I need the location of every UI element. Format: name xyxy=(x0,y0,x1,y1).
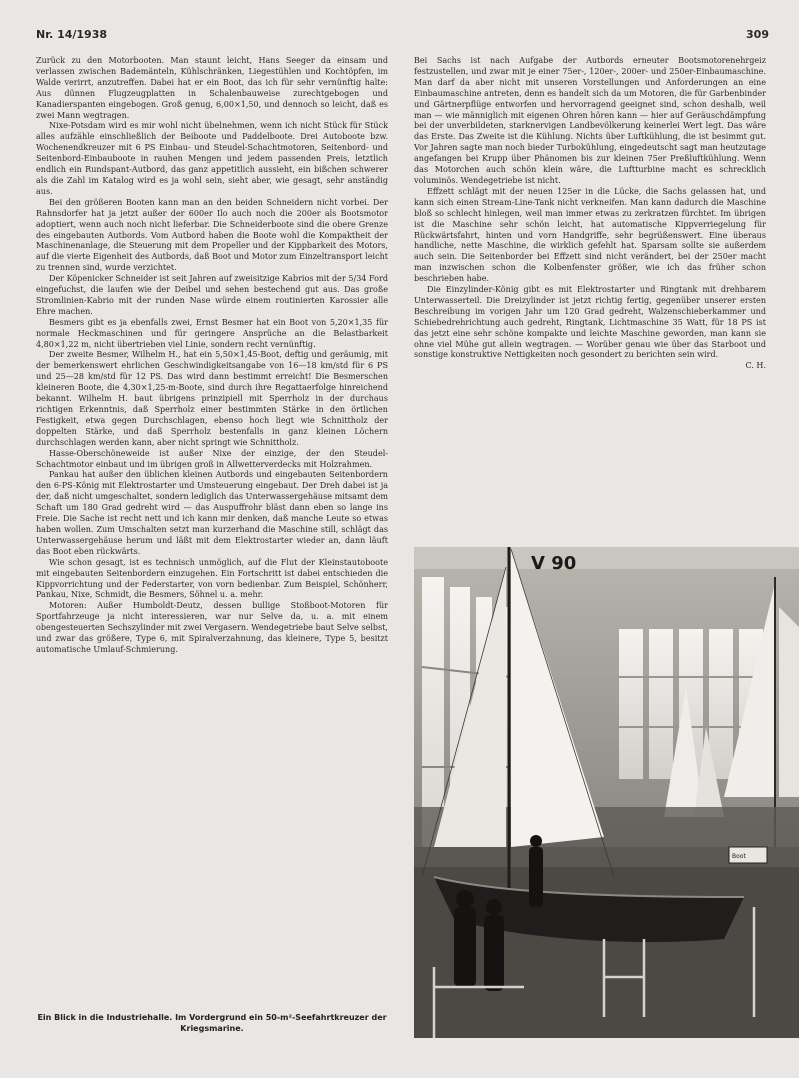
paragraph: Wie schon gesagt, ist es technisch unmöglich, auf die Flut der Kleinstautoboote mit eingebauten Seitenbordern einzugehen. Ein Fortschritt ist dabei entschieden die Kippvorrichtung und der Federstarter, von vorn bedienbar. Zum Beispiel, Schönherr, Pankau, Nixe, Schmidt, die Besmers, Söhnel u. a. mehr. xyxy=(36,557,388,600)
paragraph: Besmers gibt es ja ebenfalls zwei, Ernst Besmer hat ein Boot von 5,20×1,35 für normale Heckmaschinen und für geringere Ansprüche an die Belastbarkeit 4,80×1,22 m, nicht übertrieben viel Linie, sondern recht vernünftig. xyxy=(36,317,388,349)
paragraph: Effzett schlägt mit der neuen 125er in die Lücke, die Sachs gelassen hat, und kann sich einen Stream-Line-Tank nicht verkneifen. Man kann dadurch die Maschine bloß so schlecht hinlegen, weil man immer etwas zu zerkratzen fürchtet. Im übrigen ist die Maschine sehr schön leicht, hat automatische Kippverriegelung für Rückwärtsfahrt, hinten und vorn Handgriffe, sehr begrüßenswert. Eine überaus handliche, nette Maschine, die wirklich gefehlt hat. Sparsam sollte sie außerdem auch sein. Die Seitenborder bei Effzett sind nicht verändert, bei der 250er macht man inzwischen schon die Kolbenfenster größer, wie ich das früher schon beschrieben habe. xyxy=(414,186,766,284)
ceiling xyxy=(414,547,799,569)
author-signature: C. H. xyxy=(745,361,766,371)
paragraph: Motoren: Außer Humboldt-Deutz, dessen bullige Stoßboot-Motoren für Sportfahrzeuge ja nicht interessieren, war nur Selve da, u. a. mit einem obengesteuerten Sechszylinder mit zwei Vergasern. Wendegetriebe baut Selve selbst, und zwar das größere, Type 6, mit Spiralverzahnung, das kleinere, Type 5, besitzt automatische Umlauf-Schmierung. xyxy=(36,601,388,654)
hall-photo-illustration xyxy=(414,547,799,1038)
paragraph: Pankau hat außer den üblichen kleinen Autbords und eingebauten Seitenbordern den 6-PS-König mit Elektrostarter und Umsteuerung eingebaut. Der Dreh dabei ist ja der, daß nicht umgeschaltet, sondern lediglich das Unterwassergehäuse mitsamt dem Schaft um 180 Grad gedreht wird — das Auspuffrohr bläst dann eben so lange ins Freie. Die Sache ist recht nett und ich kann mir denken, daß manche Leute so etwas haben wollen. Zum Umschalten setzt man kurzerhand die Maschine still, schlägt das Unterwassergehäuse herum und läßt mit dem Elektrostarter wieder an, dann läuft das Boot eben rückwärts. xyxy=(36,470,388,556)
issue-number: Nr. 14/1938 xyxy=(36,28,108,41)
exhibitor-sign-text: Boot xyxy=(732,853,746,860)
paragraph: Nixe-Potsdam wird es mir wohl nicht übelnehmen, wenn ich nicht Stück für Stück alles aufzähle einschließlich der Beiboote und Paddelboote. Drei Autoboote bzw. Wochenendkreuzer mit 6 PS Einbau- und Steudel-Schachtmotoren, Seitenbord- und Seitenbord-Einbauboote in rauhen Mengen und jedem passenden Preis, letztlich endlich ein Rundspant-Autbord, das ganz appetitlich aussieht, ein bißchen schwerer als die Zahl im Katalog wird es ja wohl sein, sieht aber, wie gesagt, sehr anständig aus. xyxy=(36,121,388,196)
paragraph: Der zweite Besmer, Wilhelm H., hat ein 5,50×1,45-Boot, deftig und geräumig, mit der bemerkenswert ehrlichen Geschwindigkeitsangabe von 16—18 km/std für 6 PS und 25—28 km/std für 12 PS. Das wird dann bestimmt erreicht! Die Besmerschen kleineren Boote, die 4,30×1,25-m-Boote, sind durch ihre Regattaerfolge hinreichend bekannt. Wilhelm H. baut übrigens prinzipiell mit Sperrholz in der durchaus richtigen Erkenntnis, daß Sperrholz einer bestimmten Stärke in den örtlichen Festigkeit, etwa gegen Durchschlagen, ebenso hoch liegt wie Schnittholz der doppelten Stärke, und daß Sperrholz bestenfalls in ganz kleinen Löchern durchschlagen werden kann, aber nicht springt wie Schnittholz. xyxy=(36,350,388,447)
paragraph: Zurück zu den Motorbooten. Man staunt leicht, Hans Seeger da einsam und verlassen zwischen Bademänteln, Kühlschränken, Liegestühlen und Kochtöpfen, im Walde verirrt, anzutreffen. Dabei hat er ein Boot, das ich für sehr vernünftig halte: Aus dünnen Flugzeugplatten in Schalenbauweise zurechtgebogen und Kanadierspanten eingebogen. Groß genug, 6,00×1,50, und dennoch so leicht, daß es zwei Mann wegtragen. xyxy=(36,56,388,120)
background-sail xyxy=(779,607,799,797)
right-text-column xyxy=(414,56,766,372)
photo-caption: Ein Blick in die Industriehalle. Im Vordergrund ein 50-m²-Seefahrtkreuzer der Kriegsmarine. xyxy=(37,1013,387,1033)
paragraph: Bei Sachs ist nach Aufgabe der Autbords erneuter Bootsmotorenehrgeiz festzustellen, und zwar mit je einer 75er-, 120er-, 200er- und 250er-Einbaumaschine. Man darf da aber nicht mit unseren Vorstellungen und Anforderungen an eine Einbaumaschine antreten, denn es handelt sich da um Motoren, die für Garbenbinder und Gärtnerpflüge entworfen und hervorragend geeignet sind, schon deshalb, weil man — wie männiglich mit eigenen Ohren hören kann — hier auf Geräuschdämpfung bei der unverbildeten, starknervigen Landbevölkerung keinerlei Wert legt. Das wäre das Erste. Das Zweite ist die Kühlung. Nichts über Luftkühlung, die ist besimmt gut. Vor Jahren sagte man noch bieder Turbokühlung, eingedeutscht sagt man heutzutage angefangen bei Krupp über Phänomen bis zur kleinen 75er Preßluftkühlung. Wenn das Motorchen auch schön klein wäre, die Luftturbine macht es schrecklich voluminös. Wendegetriebe ist nicht. xyxy=(414,56,766,185)
paragraph: Der Köpenicker Schneider ist seit Jahren auf zweisitzige Kabrios mit der 5/34 Ford eingefuchst, die laufen wie der Deibel und sehen bestechend gut aus. Das große Stromlinien-Kabrio mit der runden Nase würde einem routinierten Karossier alle Ehre machen. xyxy=(36,274,388,316)
paragraph: Hasse-Oberschöneweide ist außer Nixe der einzige, der den Steudel-Schachtmotor einbaut und im übrigen groß in Allwetterverdecks mit Holzrahmen. xyxy=(36,448,388,469)
exhibition-hall-photo xyxy=(414,547,799,1038)
paragraph: Bei den größeren Booten kann man an den beiden Schneidern nicht vorbei. Der Rahnsdorfer hat ja jetzt außer der 600er Ilo auch noch die 200er als Bootsmotor adoptiert, wenn auch noch nicht lieferbar. Die Schneiderboote sind die obere Grenze des eingebauten Autbords. Vom Autbord haben die Boote wohl die Kompaktheit der Maschinenanlage, die Steuerung mit dem Propeller und der Kippbarkeit des Motors, auf die vierte Eigenheit des Autbords, daß Boot und Motor zum Einzeltransport leicht zu trennen sind, wurde verzichtet. xyxy=(36,197,388,273)
left-text-column xyxy=(36,56,388,656)
sail-number: V 90 xyxy=(531,553,577,574)
page-header xyxy=(36,28,769,48)
paragraph: Die Einzylinder-König gibt es mit Elektrostarter und Ringtank mit drehbarem Unterwasserteil. Die Dreizylinder ist jetzt richtig fertig, gegenüber unserer ersten Beschreibung im vorigen Jahr um 120 Grad gedreht, Walzenschieberkammer und Schiebedrehrichtung auch gedreht, Ringtank, Lichtmaschine 35 Watt, für 18 PS ist das jetzt eine sehr schöne kompakte und leichte Maschine geworden, man kann sie ohne viel Mühe gut allein wegtragen. — Worüber genau wie über das Starboot und sonstige konstruktive Nettigkeiten noch gesondert zu berichten sein wird. xyxy=(414,285,766,360)
page-number: 309 xyxy=(746,28,769,41)
